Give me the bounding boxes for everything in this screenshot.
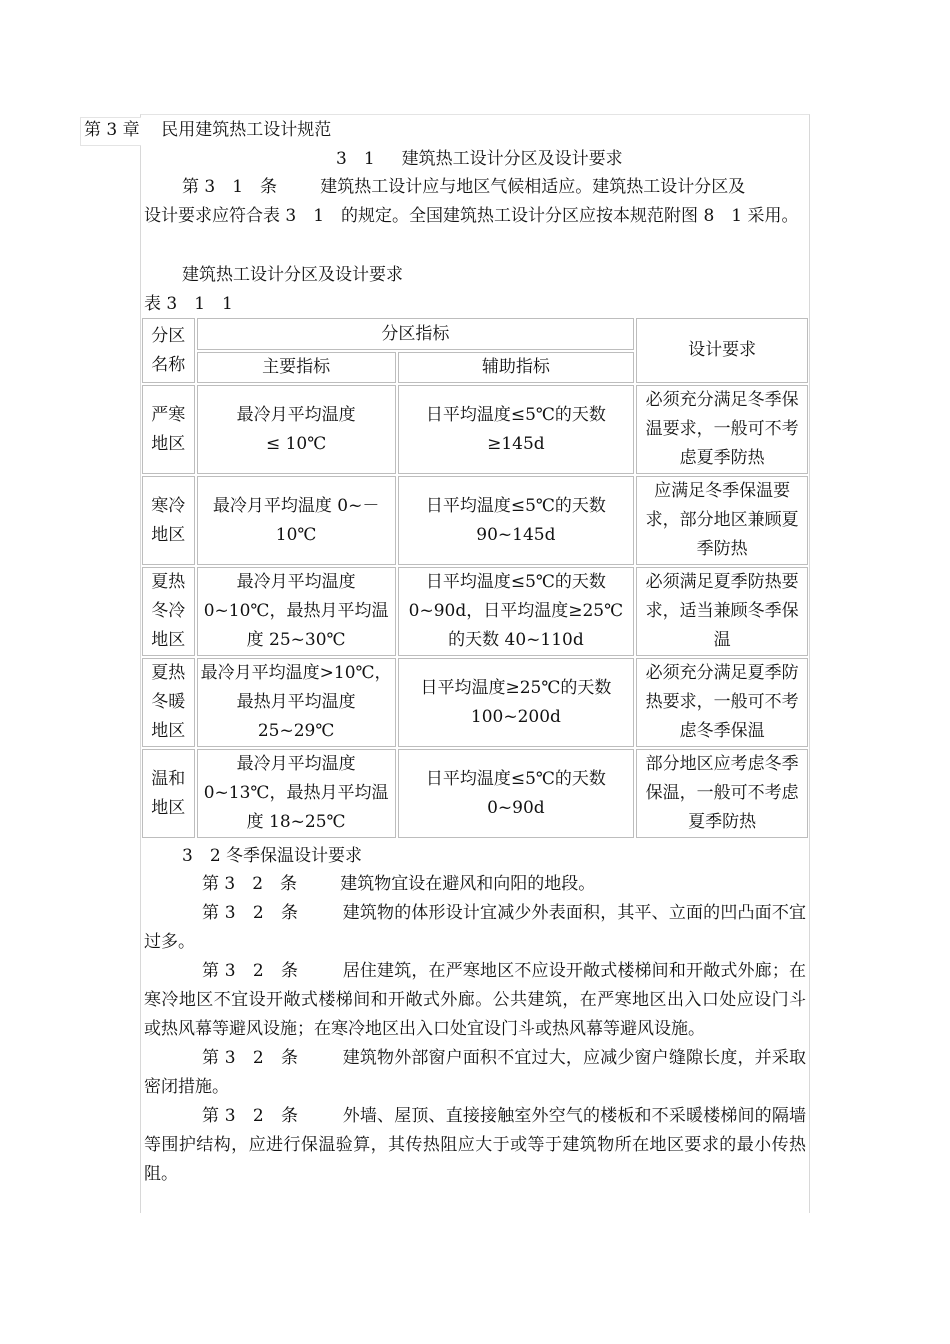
article-3-1-1-text-2: 设计要求应符合表 3 1 的规定。全国建筑热工设计分区应按本规范附图 8 1 采用。 <box>144 206 799 226</box>
article-number: 第 3 2 条 <box>202 1048 299 1068</box>
chapter-label: 第 3 章 <box>84 120 140 140</box>
article-number: 第 3 2 条 <box>202 961 299 981</box>
chapter-heading <box>84 116 331 144</box>
article-3-1-1-text-1: 建筑热工设计应与地区气候相适应。建筑热工设计分区及 <box>320 177 746 197</box>
design-requirement: 部分地区应考虑冬季保温，一般可不考虑夏季防热 <box>636 749 808 838</box>
chapter-title: 民用建筑热工设计规范 <box>161 120 332 140</box>
section-1-number: 3 1 <box>336 149 375 169</box>
article-text: 居住建筑，在严寒地区不应设开敞式楼梯间和开敞式外廊；在寒冷地区不宜设开敞式楼梯间和开敞式外廊。公共建筑，在严寒地区出入口处应设门斗或热风幕等避风设施；在寒冷地区出入口处宜设门斗或热风幕等避风设施。 <box>144 961 806 1039</box>
aux-indicator: 日平均温度≥25℃的天数 100~200d <box>398 658 635 747</box>
main-indicator: 最冷月平均温度 0~13℃，最热月平均温度 18~25℃ <box>197 749 396 838</box>
aux-indicator: 日平均温度≤5℃的天数 0~90d，日平均温度≥25℃的天数 40~110d <box>398 567 635 656</box>
header-indicators: 分区指标 <box>197 318 635 350</box>
aux-indicator: 日平均温度≤5℃的天数 0~90d <box>398 749 635 838</box>
table-title: 建筑热工设计分区及设计要求 <box>182 265 403 285</box>
table-row <box>142 476 808 565</box>
header-zone-name: 分区名称 <box>142 318 195 383</box>
design-requirement: 必须充分满足冬季保温要求，一般可不考虑夏季防热 <box>636 385 808 474</box>
main-indicator: 最冷月平均温度>10℃，最热月平均温度 25~29℃ <box>197 658 396 747</box>
zone-name: 夏热冬暖地区 <box>142 658 195 747</box>
article-3-2-item <box>144 1102 806 1189</box>
zone-name: 夏热冬冷地区 <box>142 567 195 656</box>
table-row <box>142 385 808 474</box>
article-number: 第 3 2 条 <box>202 1106 299 1126</box>
table-row <box>142 567 808 656</box>
article-text: 建筑物宜设在避风和向阳的地段。 <box>340 874 596 894</box>
table-number: 表 3 1 1 <box>144 294 233 314</box>
main-indicator: 最冷月平均温度 0~－10℃ <box>197 476 396 565</box>
design-requirement: 必须满足夏季防热要求，适当兼顾冬季保温 <box>636 567 808 656</box>
section-2-title: 3 2 冬季保温设计要求 <box>182 846 363 866</box>
table-row <box>142 749 808 838</box>
article-number: 第 3 2 条 <box>202 874 298 894</box>
aux-indicator: 日平均温度≤5℃的天数 ≥145d <box>398 385 635 474</box>
zone-name: 温和地区 <box>142 749 195 838</box>
header-main: 主要指标 <box>197 352 396 383</box>
article-text: 外墙、屋顶、直接接触室外空气的楼板和不采暖楼梯间的隔墙等围护结构，应进行保温验算，其传热阻应大于或等于建筑物所在地区要求的最小传热阻。 <box>144 1106 806 1184</box>
design-requirement: 应满足冬季保温要求，部分地区兼顾夏季防热 <box>636 476 808 565</box>
table-row <box>142 658 808 747</box>
design-requirement: 必须充分满足夏季防热要求，一般可不考虑冬季保温 <box>636 658 808 747</box>
section-1-title: 建筑热工设计分区及设计要求 <box>401 149 623 169</box>
article-number: 第 3 2 条 <box>202 903 299 923</box>
header-aux: 辅助指标 <box>398 352 635 383</box>
article-text: 建筑物的体形设计宜减少外表面积，其平、立面的凹凸面不宜过多。 <box>144 903 806 952</box>
article-3-2-item <box>144 1044 806 1102</box>
section-1-heading <box>336 145 623 173</box>
article-3-1-1 <box>144 173 806 231</box>
article-3-1-1-number: 第 3 1 条 <box>182 177 278 197</box>
header-design: 设计要求 <box>636 318 808 383</box>
main-indicator: 最冷月平均温度 ≤ 10℃ <box>197 385 396 474</box>
zone-table <box>140 316 810 840</box>
article-3-2-item <box>144 870 806 899</box>
aux-indicator: 日平均温度≤5℃的天数 90~145d <box>398 476 635 565</box>
main-indicator: 最冷月平均温度 0~10℃，最热月平均温度 25~30℃ <box>197 567 396 656</box>
article-3-2-item <box>144 899 806 957</box>
article-3-2-item <box>144 957 806 1044</box>
zone-name: 寒冷地区 <box>142 476 195 565</box>
zone-name: 严寒地区 <box>142 385 195 474</box>
article-3-2-block <box>144 870 806 1189</box>
article-text: 建筑物外部窗户面积不宜过大，应减少窗户缝隙长度，并采取密闭措施。 <box>144 1048 806 1097</box>
